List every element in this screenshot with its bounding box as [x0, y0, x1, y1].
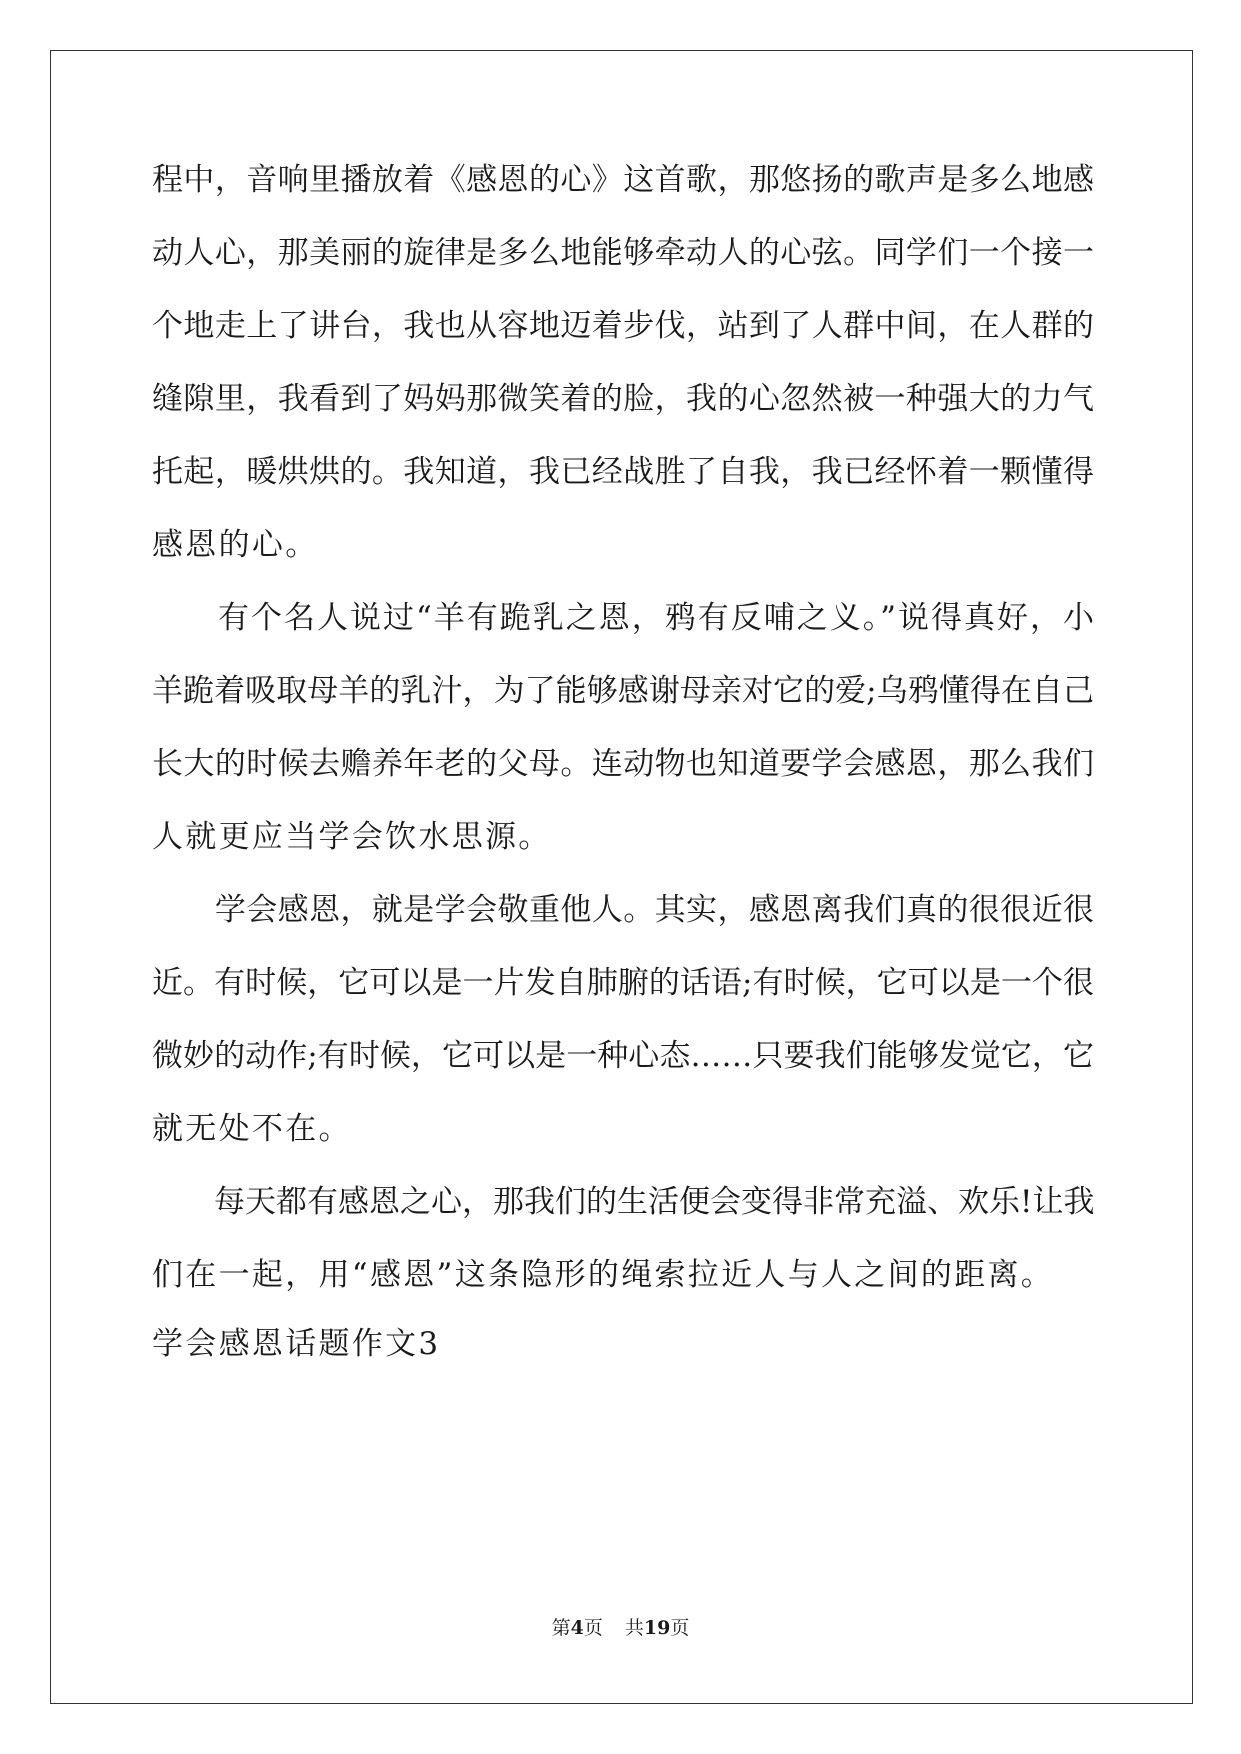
total-pages: 19: [643, 1617, 671, 1639]
text-line: 近。有时候，它可以是一片发自肺腑的话语;有时候，它可以是一个很: [152, 965, 1094, 1001]
text-line: 有个名人说过“羊有跪乳之恩，鸦有反哺之义。”说得真好，小: [152, 600, 1094, 636]
text-line: 动人心，那美丽的旋律是多么地能够牵动人的心弦。同学们一个接一: [152, 235, 1094, 271]
total-suffix: 页: [670, 1617, 690, 1639]
page-footer: [0, 1616, 1241, 1640]
text-line: 人就更应当学会饮水思源。: [152, 819, 552, 855]
text-line: 托起，暖烘烘的。我知道，我已经战胜了自我，我已经怀着一颗懂得: [152, 454, 1094, 490]
text-line: 们在一起，用“感恩”这条隐形的绳索拉近人与人之间的距离。: [152, 1257, 1055, 1293]
text-line: 长大的时候去赡养年老的父母。连动物也知道要学会感恩，那么我们: [152, 746, 1094, 782]
text-line: 学会感恩，就是学会敬重他人。其实，感恩离我们真的很很近很: [152, 892, 1094, 928]
text-line: 每天都有感恩之心，那我们的生活便会变得非常充溢、欢乐!让我: [152, 1184, 1095, 1220]
text-line: 羊跪着吸取母羊的乳汁，为了能够感谢母亲对它的爱;乌鸦懂得在自己: [152, 673, 1094, 709]
text-line: 程中，音响里播放着《感恩的心》这首歌，那悠扬的歌声是多么地感: [152, 162, 1094, 198]
total-prefix: 共: [624, 1617, 644, 1639]
page-suffix: 页: [583, 1617, 603, 1639]
page-prefix: 第: [551, 1617, 571, 1639]
page-border: [50, 50, 1193, 1704]
page-number: 4: [570, 1617, 584, 1639]
text-line: 个地走上了讲台，我也从容地迈着步伐，站到了人群中间，在人群的: [152, 308, 1094, 344]
text-line: 微妙的动作;有时候，它可以是一种心态……只要我们能够发觉它，它: [152, 1038, 1094, 1074]
text-line: 缝隙里，我看到了妈妈那微笑着的脸，我的心忽然被一种强大的力气: [152, 381, 1094, 417]
text-line: 感恩的心。: [152, 527, 319, 563]
text-line: 就无处不在。: [152, 1111, 352, 1147]
section-heading: 学会感恩话题作文3: [152, 1326, 441, 1362]
